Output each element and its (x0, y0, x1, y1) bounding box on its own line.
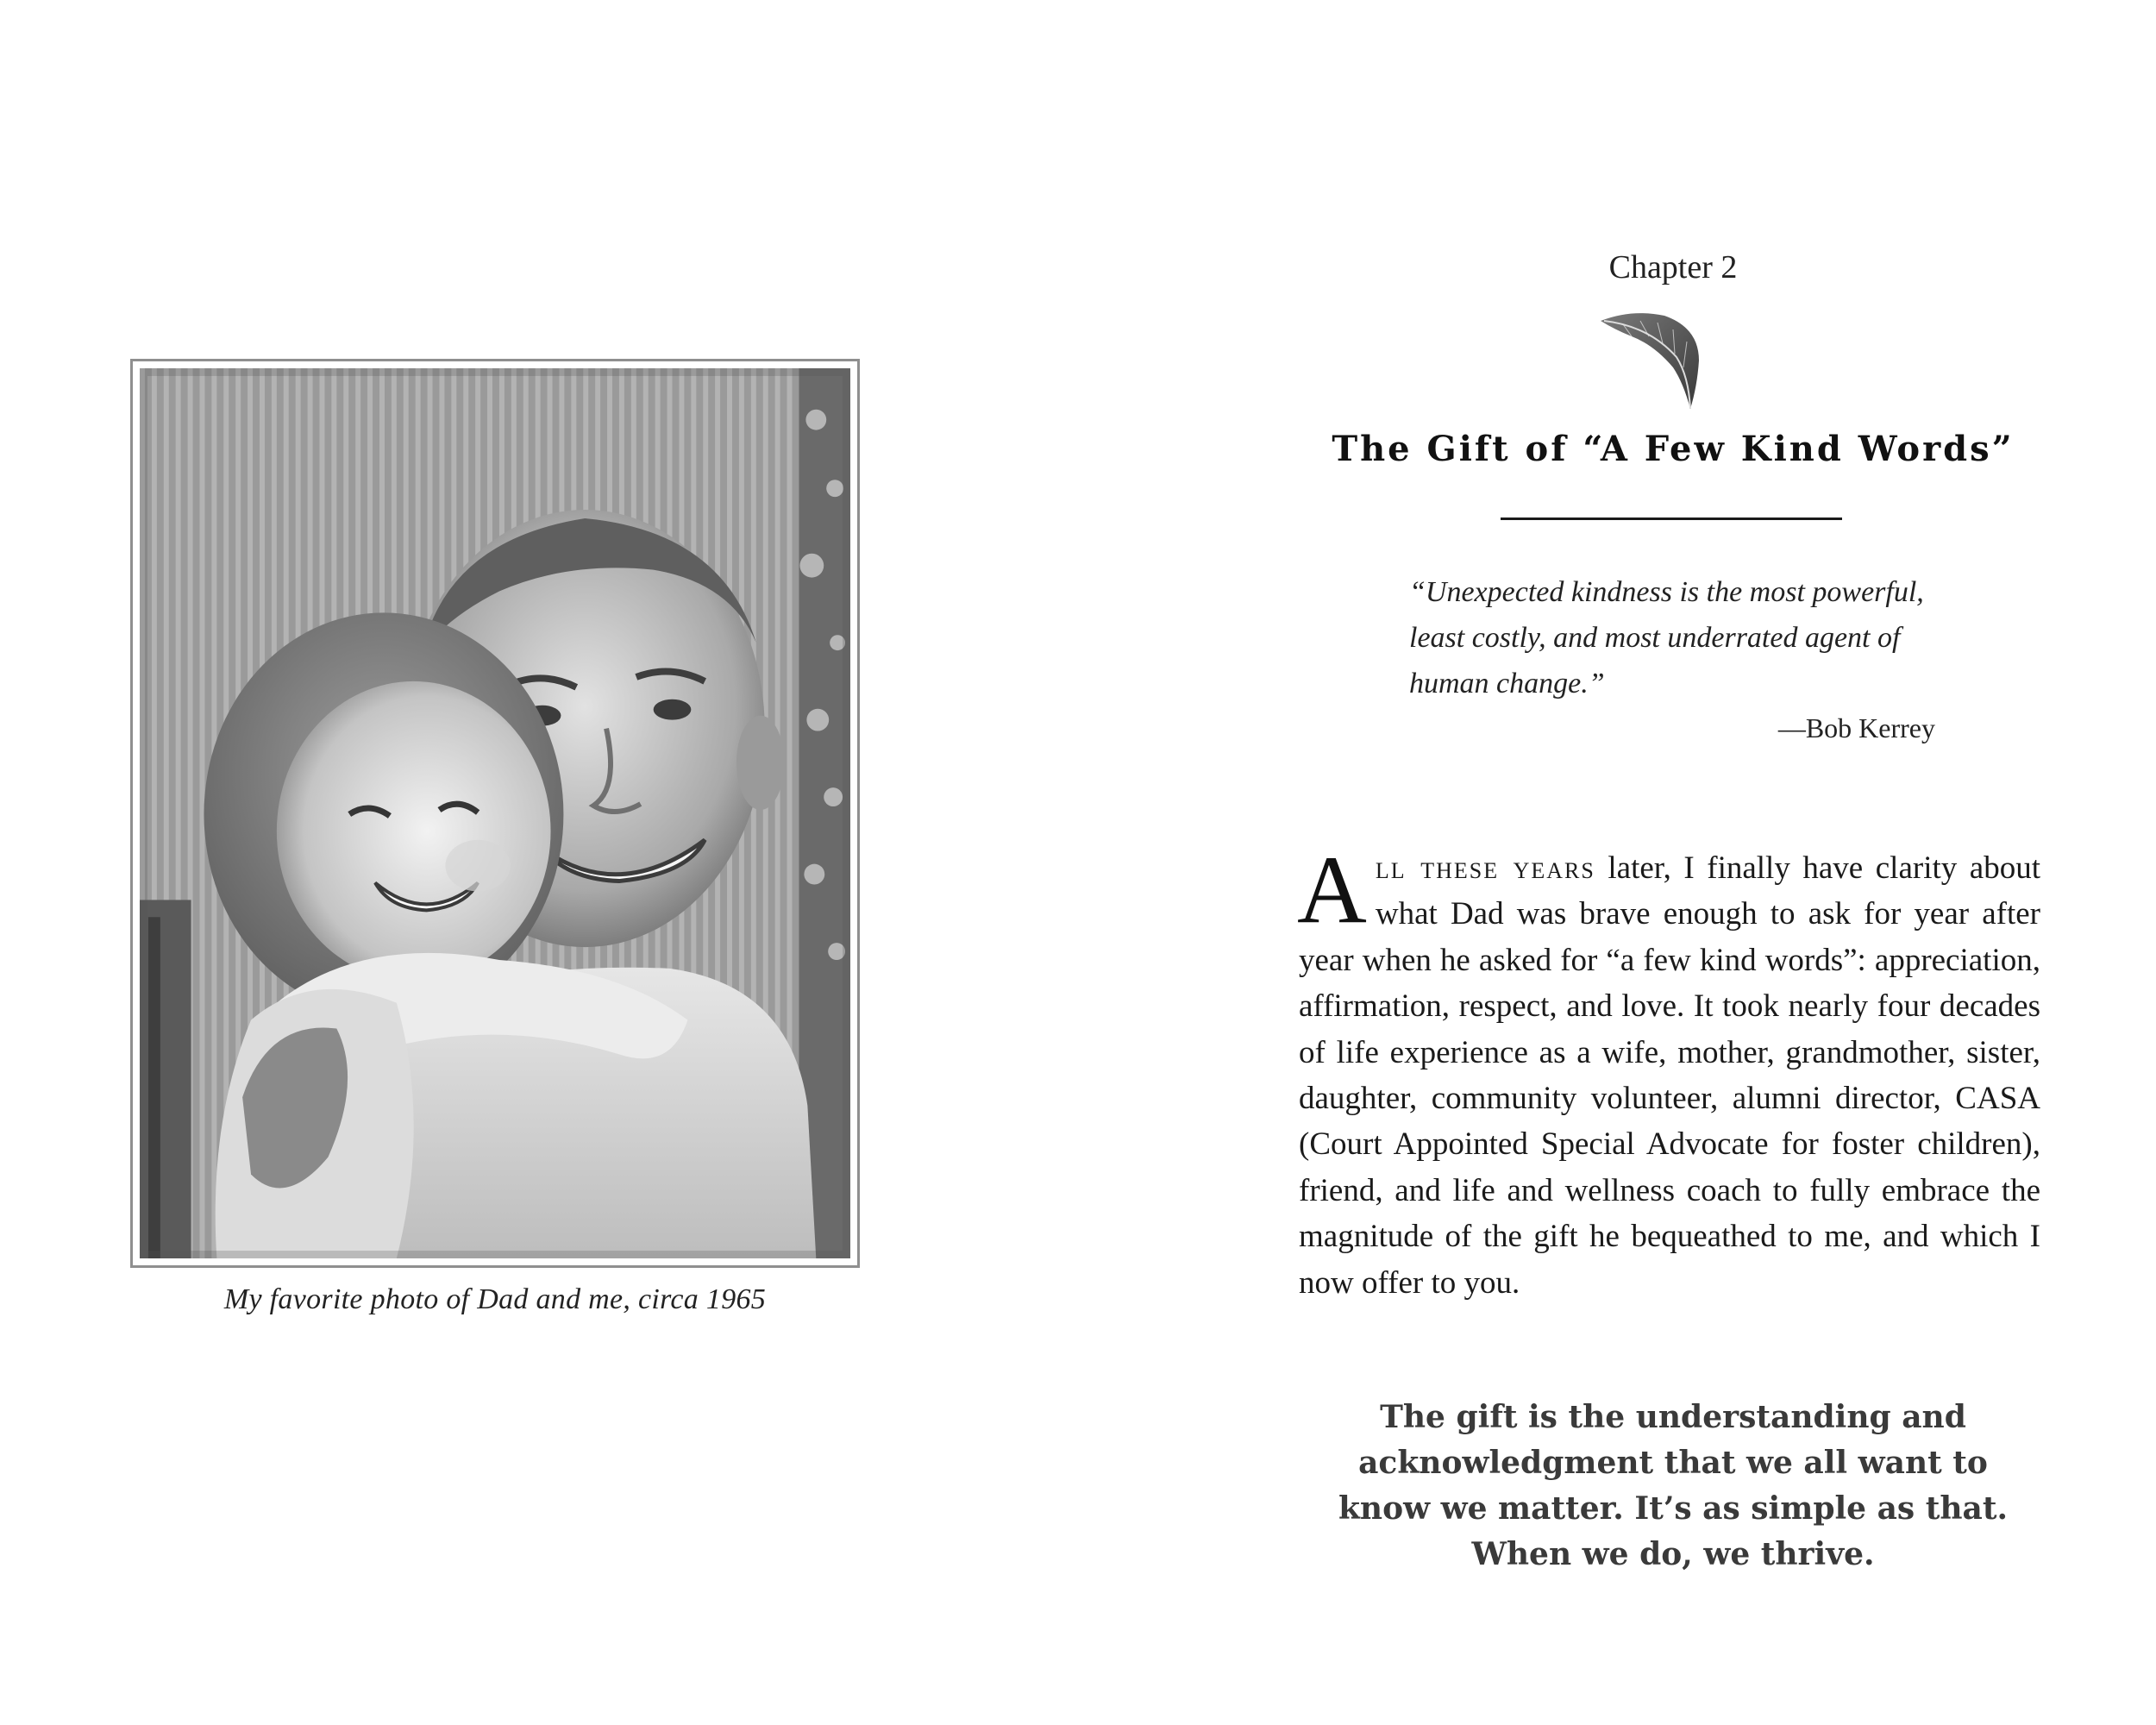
pullquote-line: know we matter. It’s as simple as that. (1338, 1490, 2009, 1527)
body-paragraph (1297, 837, 2040, 1306)
epigraph-quote (1409, 569, 1952, 706)
epigraph-attribution: —Bob Kerrey (1777, 712, 1935, 743)
photo-frame (130, 359, 860, 1268)
chapter-label: Chapter 2 (1608, 249, 1738, 285)
pullquote-line: The gift is the understanding and (1380, 1399, 1966, 1435)
pullquote-line: acknowledgment that we all want to (1358, 1445, 1988, 1481)
epigraph-line: human change.” (1409, 668, 1605, 699)
chapter-title: The Gift of “A Few Kind Words” (1332, 429, 2015, 469)
epigraph-line: least costly, and most underrated agent of (1409, 622, 1901, 654)
father-daughter-photo (140, 368, 850, 1258)
title-divider (1501, 518, 1842, 520)
pullquote (1294, 1395, 2053, 1578)
photo-caption: My favorite photo of Dad and me, circa 1965 (223, 1283, 767, 1315)
lead-in-smallcaps: ll these years (1375, 850, 1595, 886)
feather-icon (1597, 307, 1709, 414)
pullquote-line: When we do, we thrive. (1471, 1536, 1875, 1572)
body-text: later, I finally have clarity about what Dad was brave enough to ask for year after year when he asked for “a few kind words”: appreciation, affirmation, respect, and love. It took nearly four decades of life experience as a wife, mother, grandmother, sister, daughter, community volunteer, alumni director, CASA (Court Appointed Special Advocate for foster children), friend, and life and wellness coach to fully embrace the magnitude of the gift he bequeathed to me, and which I now offer to you. (1299, 850, 2040, 1301)
drop-cap: A (1297, 837, 1367, 944)
photo-illustration (140, 368, 850, 1258)
epigraph-line: “Unexpected kindness is the most powerful, (1409, 576, 1924, 608)
